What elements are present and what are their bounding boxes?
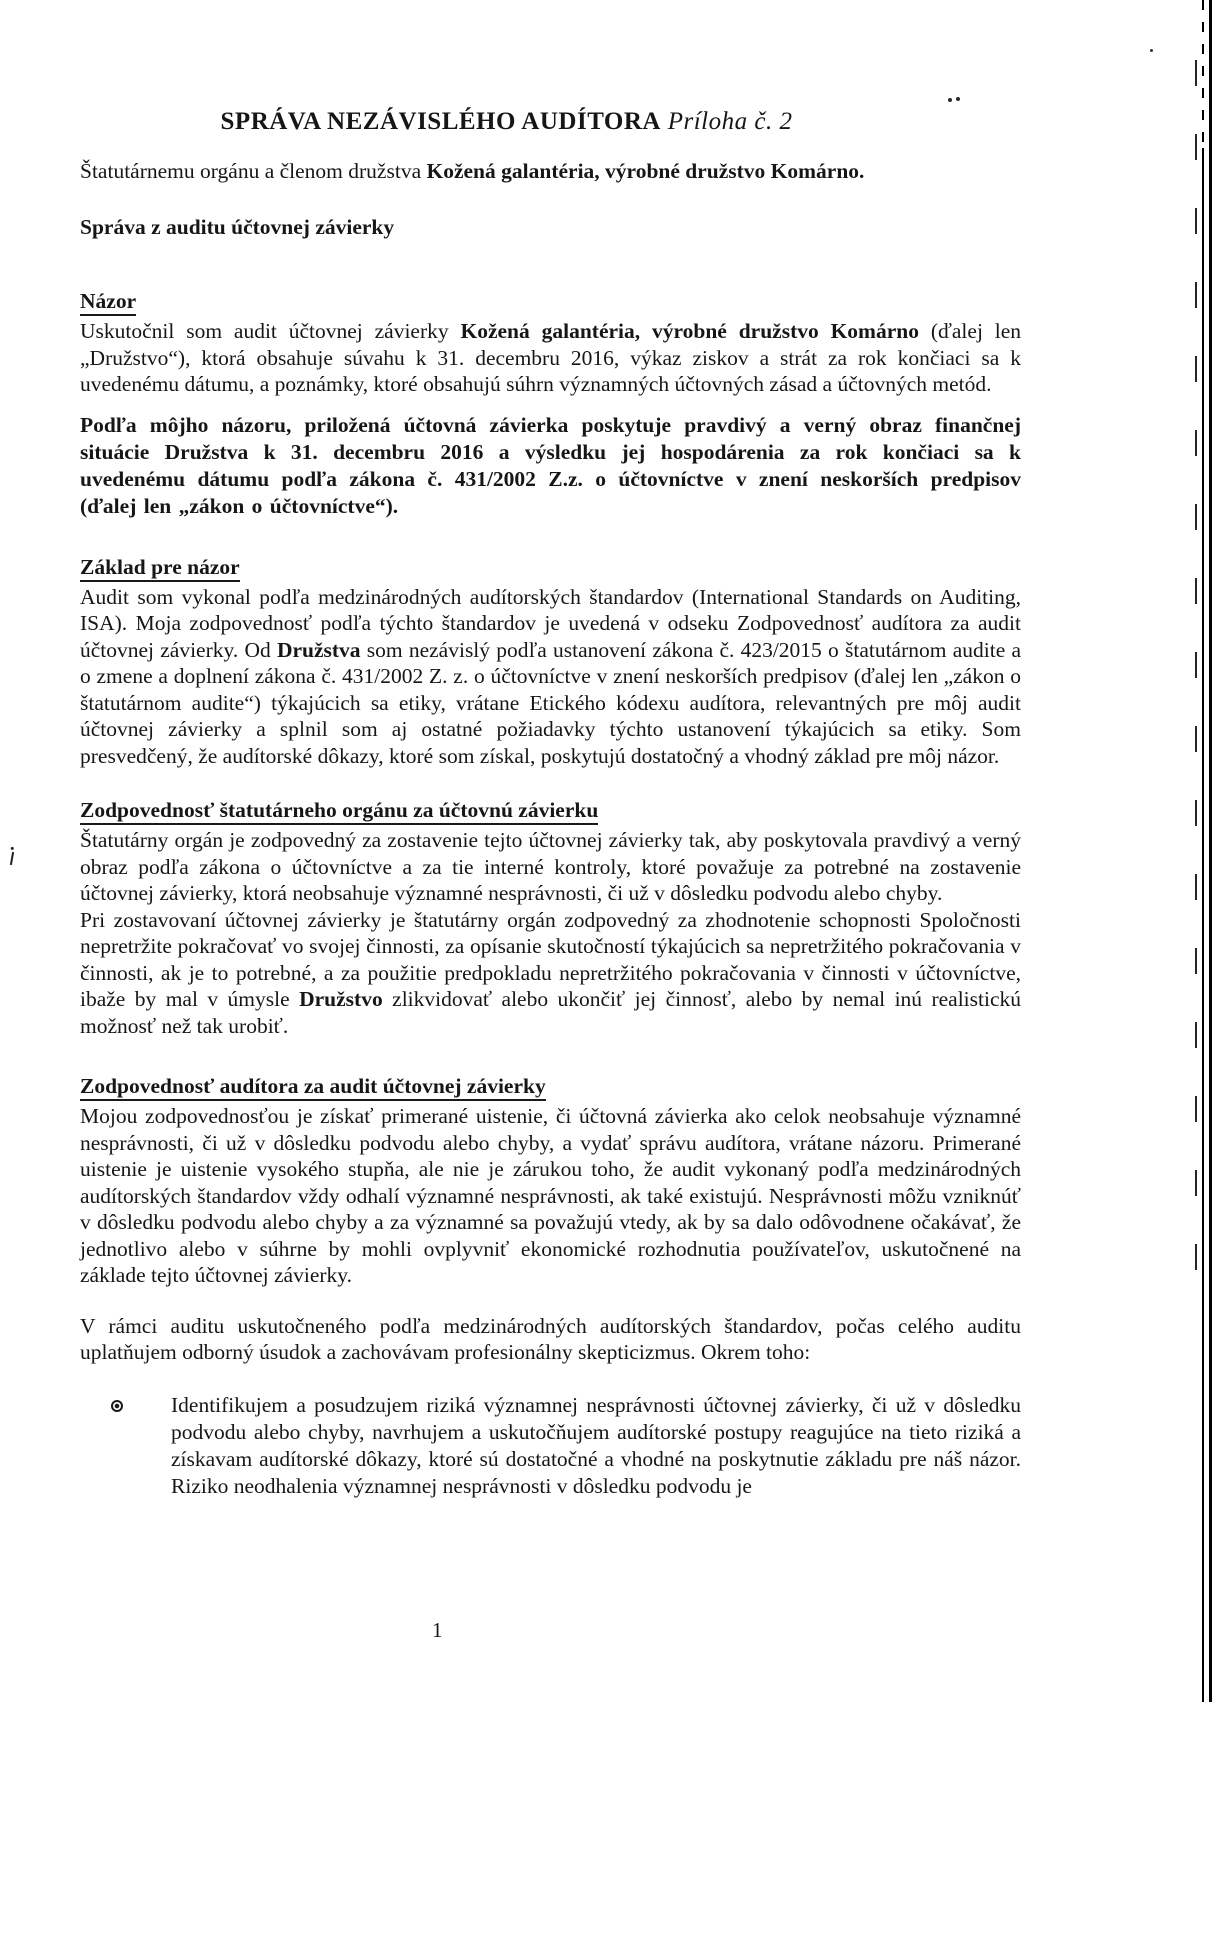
management-resp-run3: zlikvidovať alebo ukončiť jej činnosť, alebo by nemal inú realistickú možnosť než tak urobiť. <box>80 987 1022 1038</box>
opinion-scope-company: Kožená galantéria, výrobné družstvo Komárno <box>460 319 919 343</box>
basis-run3: som nezávislý podľa ustanovení zákona č. 423/2015 o štatutárnom audite a o zmene a doplnení zákona č. 431/2002 Z. z. o účtovníctve v znení neskorších predpisov (ďalej len „zákon o štatutárnom audite“) týkajúcich sa etiky, vrátane Etického kódexu audítora, relevantných pre môj audit účtovnej závierky a splnil som aj ostatné požiadavky týchto ustanovení týkajúcich sa etiky. Som presvedčený, že audítorské dôkazy, ktoré som získal, poskytujú dostatočný a vhodný základ pre môj názor. <box>80 637 1021 768</box>
section-heading-auditor-text: Zodpovednosť audítora za audit účtovnej závierky <box>80 1074 546 1101</box>
document-title <box>80 108 1021 136</box>
paragraph-management-responsibility-2 <box>80 907 1021 1040</box>
page-number: 1 <box>432 1618 443 1642</box>
paragraph-opinion-scope <box>80 318 1021 398</box>
addressee-prefix: Štatutárnemu orgánu a členom družstva <box>80 159 422 183</box>
section-heading-management-responsibility <box>80 797 1021 823</box>
management-resp-company: Družstvo <box>299 987 383 1011</box>
bullet-item-text: Identifikujem a posudzujem riziká významnej nesprávnosti účtovnej závierky, či už v dôsledku podvodu alebo chyby, navrhujem a uskutočňujem audítorské postupy reagujúce na tieto riziká a získavam audítorské dôkazy, ktoré sú dostatočné a vhodné na poskytnutie základu pre náš názor. Riziko neodhalenia významnej nesprávnosti v dôsledku podvodu je <box>171 1392 1021 1498</box>
management-resp-run1: Pri zostavovaní účtovnej závierky je štatutárny orgán zodpovedný za zhodnotenie schopnosti Spoločnosti nepretržite pokračovať vo svojej činnosti, za opísanie skutočností týkajúcich sa nepretržitého pokračovania v činnosti, ak je to potrebné, a za použitie predpokladu nepretržitého pokračovania v činnosti v účtovníctve, ibaže by mal v úmysle <box>80 907 1021 1011</box>
opinion-scope-run1: Uskutočnil som audit účtovnej závierky <box>80 319 449 343</box>
section-heading-basis-for-opinion <box>80 554 1021 580</box>
paragraph-auditor-responsibility-2: V rámci auditu uskutočneného podľa medzinárodných audítorských štandardov, počas celého auditu uplatňujem odborný úsudok a zachovávam profesionálny skepticizmus. Okrem toho: <box>80 1313 1021 1364</box>
report-subtitle: Správa z auditu účtovnej závierky <box>80 215 395 239</box>
section-heading-opinion <box>80 288 1021 314</box>
paragraph-management-responsibility-1: Štatutárny orgán je zodpovedný za zostavenie tejto účtovnej závierky tak, aby poskytovala pravdivý a verný obraz podľa zákona o účtovníctve a za tie interné kontroly, ktoré považuje za potrebné na zostavenie účtovnej závierky, ktorá neobsahuje významné nesprávnosti, či už v dôsledku podvodu alebo chyby. <box>80 828 1021 905</box>
document-content <box>80 0 1021 1500</box>
scan-artifact-right-line-dashed <box>1195 60 1197 1300</box>
paragraph-auditor-responsibility-1: Mojou zodpovednosťou je získať primerané uistenie, či účtovná závierka ako celok neobsahuje významné nesprávnosti, či už v dôsledku podvodu alebo chyby, a vydať správu audítora, vrátane názoru. Primerané uistenie je uistenie vysokého stupňa, ale nie je zárukou toho, že audit vykonaný podľa medzinárodných audítorských štandardov vždy odhalí významné nesprávnosti, ak také existujú. Nesprávnosti môžu vzniknúť v dôsledku podvodu alebo chyby a za významné sa považujú vtedy, ak by sa dalo odôvodnene očakávať, že jednotlivo alebo v súhrne by mohli ovplyvniť ekonomické rozhodnutia používateľov, uskutočnené na základe tejto účtovnej závierky. <box>80 1104 1021 1287</box>
bullet-icon <box>111 1400 123 1412</box>
scan-speck-dot <box>1150 49 1153 52</box>
scan-artifact-right-line-inner <box>1202 148 1204 1702</box>
paragraph-opinion-statement: Podľa môjho názoru, priložená účtovná závierka poskytuje pravdivý a verný obraz finančnej situácie Družstva k 31. decembru 2016 a výsledku jej hospodárenia za rok končiaci sa k uvedenému dátumu podľa zákona č. 431/2002 Z.z. o účtovníctve v znení neskorších predpisov (ďalej len „zákon o účtovníctve“). <box>80 412 1021 518</box>
bullet-item-identify-risks <box>80 1392 1021 1500</box>
paragraph-basis-for-opinion <box>80 584 1021 770</box>
basis-company: Družstva <box>276 637 361 662</box>
basis-run1: Audit som vykonal podľa medzinárodných audítorských štandardov (International Standards on Auditing, ISA). Moja zodpovednosť podľa týchto štandardov je uvedená v odseku Zodpovednosť audítora za audit účtovnej závierky. Od <box>80 584 1021 662</box>
scan-artifact-right-line-outer <box>1209 0 1212 1702</box>
addressee-company-name: Kožená galantéria, výrobné družstvo Komárno. <box>426 159 865 183</box>
section-heading-management-text: Zodpovednosť štatutárneho orgánu za účtovnú závierku <box>80 798 598 825</box>
document-title-annex-label: Príloha č. 2 <box>667 108 793 135</box>
scan-artifact-right-line-inner-top <box>1202 0 1204 148</box>
section-heading-opinion-text: Názor <box>80 289 136 316</box>
document-title-main: SPRÁVA NEZÁVISLÉHO AUDÍTORA <box>220 108 661 135</box>
addressee-line <box>80 158 1021 184</box>
scan-speck-left-margin <box>10 852 14 865</box>
section-heading-auditor-responsibility <box>80 1073 1021 1099</box>
section-heading-basis-text: Základ pre názor <box>80 555 240 582</box>
opinion-scope-run3: (ďalej len „Družstvo“), ktorá obsahuje súvahu k 31. decembru 2016, výkaz ziskov a strát za rok končiaci sa k uvedenému dátumu, a poznámky, ktoré obsahujú súhrn významných účtovných zásad a účtovných metód. <box>80 319 1022 396</box>
